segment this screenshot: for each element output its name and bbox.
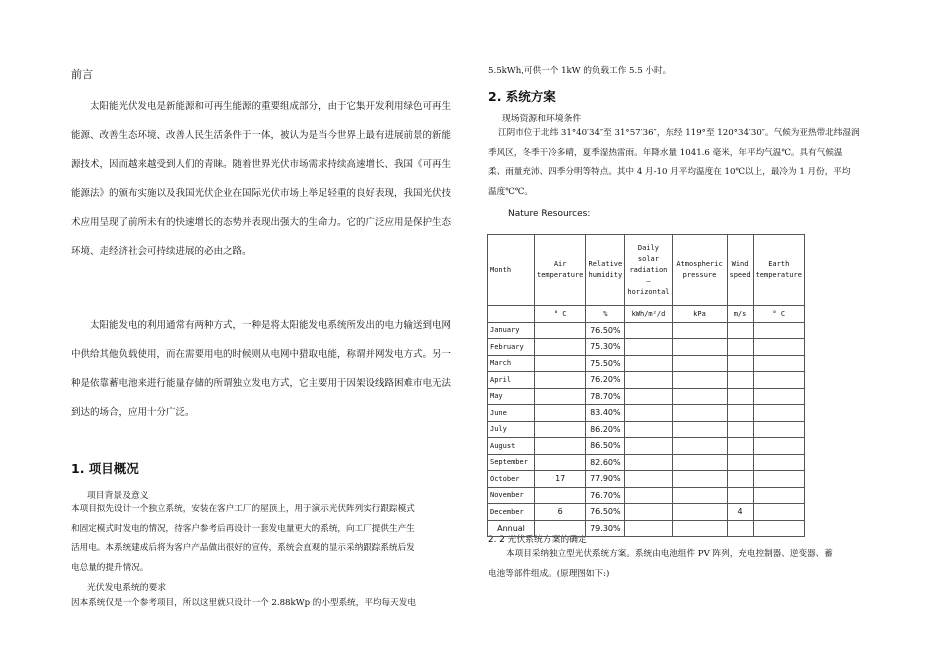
value-cell [727, 421, 753, 438]
value-cell [625, 504, 672, 521]
value-cell [753, 372, 804, 389]
table-body [488, 306, 805, 537]
value-cell [625, 454, 672, 471]
value-cell [727, 487, 753, 504]
text-line: 能源法》的颁布实施以及我国光伏企业在国际光伏市场上举足轻重的良好表现，我国光伏技 [71, 188, 452, 199]
unit-cell: m/s [727, 306, 753, 323]
value-cell [535, 405, 586, 422]
preface-title: 前言 [71, 68, 93, 81]
table-row [488, 487, 805, 504]
value-cell: 75.30% [586, 339, 625, 356]
month-cell: June [488, 405, 535, 422]
value-cell [625, 487, 672, 504]
value-cell: 76.50% [586, 322, 625, 339]
value-cell [672, 355, 727, 372]
value-cell [727, 355, 753, 372]
value-cell [727, 322, 753, 339]
text-line: 和固定模式时发电的情况，待客户参考后再设计一套发电量更大的系统，向工厂提供生产生 [71, 523, 415, 534]
value-cell [625, 471, 672, 488]
value-cell [672, 405, 727, 422]
section-2-paragraph [488, 124, 888, 202]
value-cell [727, 520, 753, 537]
value-cell [672, 487, 727, 504]
value-cell [753, 421, 804, 438]
value-cell [672, 372, 727, 389]
column-header-air-temperature: Air temperature [535, 235, 586, 306]
text-line: 温度℃℃。 [488, 186, 534, 197]
value-cell [753, 454, 804, 471]
preface-paragraph-2 [71, 311, 463, 427]
value-cell [535, 421, 586, 438]
table-row [488, 504, 805, 521]
month-cell: Annual [488, 520, 535, 537]
table-row [488, 454, 805, 471]
value-cell: 86.50% [586, 438, 625, 455]
section-2-2-title: 2. 2 光伏系统方案的确定 [488, 535, 587, 545]
value-cell [625, 339, 672, 356]
month-cell: November [488, 487, 535, 504]
value-cell [535, 355, 586, 372]
table-row [488, 322, 805, 339]
units-row [488, 306, 805, 323]
month-cell: July [488, 421, 535, 438]
value-cell [672, 438, 727, 455]
value-cell [753, 471, 804, 488]
month-cell: January [488, 322, 535, 339]
value-cell [535, 520, 586, 537]
unit-cell: % [586, 306, 625, 323]
value-cell: 75.50% [586, 355, 625, 372]
value-cell [727, 454, 753, 471]
unit-cell: kWh/m²/d [625, 306, 672, 323]
value-cell [625, 355, 672, 372]
table-row [488, 471, 805, 488]
month-cell: March [488, 355, 535, 372]
text-line: 本项目拟先设计一个独立系统，安装在客户工厂的屋顶上，用于演示光伏阵列实行跟踪模式 [71, 504, 415, 514]
section-1-paragraph-2 [71, 594, 463, 614]
column-header-relative-humidity: Relative humidity [586, 235, 625, 306]
value-cell: 76.50% [586, 504, 625, 521]
value-cell [753, 339, 804, 356]
text-line: 太阳能发电的利用通常有两种方式，一种是将太阳能发电系统所发出的电力输送到电网 [90, 320, 452, 331]
unit-cell: kPa [672, 306, 727, 323]
table-row [488, 339, 805, 356]
text-line: 电总量的提升情况。 [71, 562, 149, 573]
value-cell [753, 388, 804, 405]
text-line: 能源、改善生态环境、改善人民生活条件于一体，被认为是当今世界上最有进展前景的新能 [71, 130, 452, 141]
text-line: 活用电。本系统建成后将为客户产品做出很好的宣传，系统会直观的显示采纳跟踪系统后发 [71, 543, 415, 553]
value-cell [727, 372, 753, 389]
section-1-subtitle-requirements: 光伏发电系统的要求 [87, 583, 167, 593]
value-cell [625, 322, 672, 339]
value-cell [753, 487, 804, 504]
month-cell: September [488, 454, 535, 471]
text-line: 因本系统仅是一个参考项目，所以这里就只设计一个 2.88kWp 的小型系统，平均每天发电 [71, 598, 416, 608]
month-cell: August [488, 438, 535, 455]
text-line: 环境、走经济社会可持续进展的必由之路。 [71, 246, 252, 257]
value-cell [535, 339, 586, 356]
value-cell: 78.70% [586, 388, 625, 405]
value-cell [672, 471, 727, 488]
month-cell: October [488, 471, 535, 488]
section-1-subtitle-background: 项目背景及意义 [87, 491, 149, 501]
text-line: 电池等部件组成。(原理图如下:) [488, 568, 610, 579]
value-cell [625, 438, 672, 455]
value-cell [535, 438, 586, 455]
table-header-row [488, 235, 805, 306]
column-header-earth-temperature: Earth temperature [753, 235, 804, 306]
column-header-wind-speed: Wind speed [727, 235, 753, 306]
value-cell [753, 322, 804, 339]
preface-paragraph-1 [71, 92, 463, 266]
value-cell [727, 471, 753, 488]
table-row [488, 355, 805, 372]
value-cell: 77.90% [586, 471, 625, 488]
value-cell: 82.60% [586, 454, 625, 471]
value-cell [753, 520, 804, 537]
text-line: 源技术，因而越来越受到人们的青睐。随着世界光伏市场需求持续高速增长、我国《可再生 [71, 159, 452, 170]
section-1-paragraph-1 [71, 500, 463, 578]
value-cell [535, 487, 586, 504]
value-cell [727, 388, 753, 405]
column-header-month: Month [488, 235, 535, 306]
table-row [488, 405, 805, 422]
value-cell [672, 339, 727, 356]
value-cell [672, 504, 727, 521]
column-header-solar-radiation: Daily solar radiation – horizontal [625, 235, 672, 306]
value-cell [753, 405, 804, 422]
value-cell [625, 520, 672, 537]
value-cell [727, 438, 753, 455]
value-cell [753, 504, 804, 521]
section-2-title: 2. 系统方案 [488, 89, 556, 104]
value-cell [753, 355, 804, 372]
table-row [488, 372, 805, 389]
column-header-atmospheric-pressure: Atmospheric pressure [672, 235, 727, 306]
value-cell: 79.30% [586, 520, 625, 537]
value-cell: 17 [535, 471, 586, 488]
value-cell [753, 438, 804, 455]
table-row [488, 421, 805, 438]
month-cell: May [488, 388, 535, 405]
section-2-subtitle-resources: 现场资源和环境条件 [502, 114, 582, 124]
section-1-title: 1. 项目概况 [71, 461, 139, 476]
value-cell [625, 421, 672, 438]
unit-cell [488, 306, 535, 323]
unit-cell: ° C [535, 306, 586, 323]
value-cell [672, 520, 727, 537]
text-line: 种是依靠蓄电池来进行能量存储的所谓独立发电方式，它主要用于因架设线路困难市电无法 [71, 378, 452, 389]
value-cell [535, 372, 586, 389]
nature-resources-table [487, 234, 805, 537]
value-cell [727, 405, 753, 422]
text-line: 太阳能光伏发电是新能源和可再生能源的重要组成部分，由于它集开发利用绿色可再生 [90, 101, 452, 112]
value-cell [625, 405, 672, 422]
text-line: 中供给其他负载使用，而在需要用电的时候则从电网中猎取电能，称谓并网发电方式。另一 [71, 349, 452, 360]
text-line: 江阴市位于北纬 31°40′34″至 31°57′36″，东经 119°至 120°34′30″。气候为亚热带北纬湿润 [498, 128, 860, 138]
table-row [488, 520, 805, 537]
text-line: 到达的场合，应用十分广泛。 [71, 407, 195, 418]
value-cell [672, 454, 727, 471]
value-cell [672, 322, 727, 339]
table-row [488, 438, 805, 455]
table-caption: Nature Resources: [508, 209, 591, 219]
value-cell [535, 322, 586, 339]
month-cell: April [488, 372, 535, 389]
table-row [488, 388, 805, 405]
month-cell: December [488, 504, 535, 521]
text-line: 柔、雨量充沛、四季分明等特点。其中 4 月-10 月平均温度在 10℃以上，最冷为 1 月份，平均 [488, 167, 851, 177]
value-cell [535, 388, 586, 405]
value-cell: 76.70% [586, 487, 625, 504]
text-line: 季风区，冬季干冷多晴，夏季湿热雷雨。年降水量 1041.6 毫米，年平均气温℃。具有气候温 [488, 147, 843, 158]
section-2-2-paragraph [488, 545, 888, 584]
value-cell: 4 [727, 504, 753, 521]
text-line: 术应用呈现了前所未有的快速增长的态势并表现出强大的生命力。它的广泛应用是保护生态 [71, 217, 452, 228]
value-cell [727, 339, 753, 356]
value-cell: 83.40% [586, 405, 625, 422]
unit-cell: ° C [753, 306, 804, 323]
value-cell [625, 372, 672, 389]
value-cell [672, 421, 727, 438]
value-cell [625, 388, 672, 405]
value-cell: 6 [535, 504, 586, 521]
value-cell [672, 388, 727, 405]
value-cell: 86.20% [586, 421, 625, 438]
month-cell: February [488, 339, 535, 356]
value-cell: 76.20% [586, 372, 625, 389]
value-cell [535, 454, 586, 471]
text-line: 本项目采纳独立型光伏系统方案。系统由电池组件 PV 阵列，充电控制器、逆变器、蓄 [506, 549, 833, 559]
continued-line: 5.5kWh,可供一个 1kW 的负载工作 5.5 小时。 [488, 66, 672, 76]
